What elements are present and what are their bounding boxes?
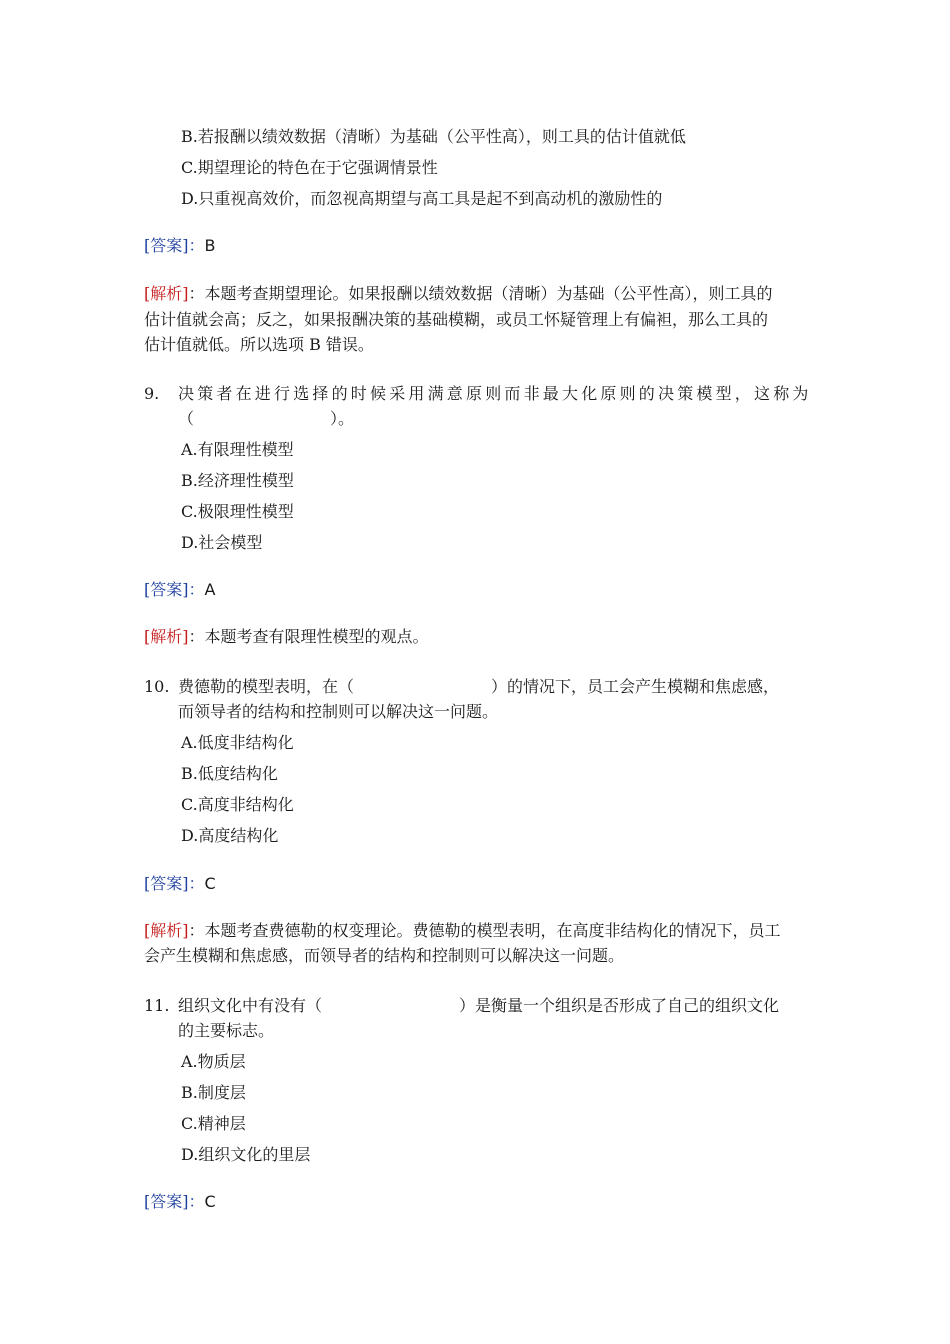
q9-analysis	[144, 627, 429, 647]
option-a: A.有限理性模型	[181, 440, 294, 459]
prev-option-b: B.若报酬以绩效数据（清晰）为基础（公平性高），则工具的估计值就低	[181, 127, 686, 146]
q11-answer: [答案]：C	[144, 1192, 216, 1211]
question-text-line-2: （ ）。	[178, 409, 355, 428]
question-number: 9.	[144, 384, 160, 403]
analysis-text: ：本题考查有限理性模型的观点。	[188, 627, 429, 646]
answer-value: A	[204, 580, 216, 599]
option-d: D.组织文化的里层	[181, 1145, 311, 1164]
q10-analysis-line-1	[144, 921, 781, 941]
answer-label: [答案]	[144, 236, 189, 255]
question-text-line-2: 而领导者的结构和控制则可以解决这一问题。	[178, 702, 499, 721]
prev-analysis-line-3: 估计值就低。所以选项 B 错误。	[144, 335, 374, 354]
prev-option-c: C.期望理论的特色在于它强调情景性	[181, 158, 438, 177]
prev-analysis-line-1	[144, 284, 773, 304]
question-number: 11.	[144, 996, 170, 1015]
question-text-line-1: 决策者在进行选择的时候采用满意原则而非最大化原则的决策模型，这称为	[178, 384, 812, 403]
prev-analysis-line-2: 估计值就会高；反之，如果报酬决策的基础模糊，或员工怀疑管理上有偏袒，那么工具的	[144, 310, 769, 329]
question-text-line-1: 组织文化中有没有（ ）是衡量一个组织是否形成了自己的组织文化	[178, 996, 780, 1015]
option-a: A.低度非结构化	[181, 733, 294, 752]
analysis-text: ：本题考查期望理论。如果报酬以绩效数据（清晰）为基础（公平性高），则工具的	[188, 284, 773, 303]
question-text-line-2: 的主要标志。	[178, 1021, 275, 1040]
option-c: C.精神层	[181, 1114, 246, 1133]
q10-analysis-line-2: 会产生模糊和焦虑感，而领导者的结构和控制则可以解决这一问题。	[144, 946, 625, 965]
answer-label: [答案]	[144, 1192, 189, 1211]
analysis-label: [解析]	[144, 284, 189, 303]
q9-answer: [答案]：A	[144, 580, 216, 599]
question-text-line-1: 费德勒的模型表明，在（ ）的情况下，员工会产生模糊和焦虑感，	[178, 677, 780, 696]
answer-label: [答案]	[144, 580, 189, 599]
option-c: C.极限理性模型	[181, 502, 294, 521]
question-number: 10.	[144, 677, 170, 696]
option-b: B.制度层	[181, 1083, 246, 1102]
answer-value: B	[204, 236, 216, 255]
analysis-label: [解析]	[144, 921, 189, 940]
option-b: B.低度结构化	[181, 764, 278, 783]
analysis-label: [解析]	[144, 627, 189, 646]
option-a: A.物质层	[181, 1052, 246, 1071]
option-d: D.社会模型	[181, 533, 263, 552]
option-c: C.高度非结构化	[181, 795, 294, 814]
answer-label: [答案]	[144, 874, 189, 893]
answer-value: C	[204, 874, 216, 893]
option-b: B.经济理性模型	[181, 471, 294, 490]
q10-answer: [答案]：C	[144, 874, 216, 893]
prev-option-d: D.只重视高效价，而忽视高期望与高工具是起不到高动机的激励性的	[181, 189, 663, 208]
option-d: D.高度结构化	[181, 826, 279, 845]
answer-value: C	[204, 1192, 216, 1211]
analysis-text: ：本题考查费德勒的权变理论。费德勒的模型表明，在高度非结构化的情况下，员工	[188, 921, 781, 940]
prev-answer: [答案]：B	[144, 236, 216, 255]
